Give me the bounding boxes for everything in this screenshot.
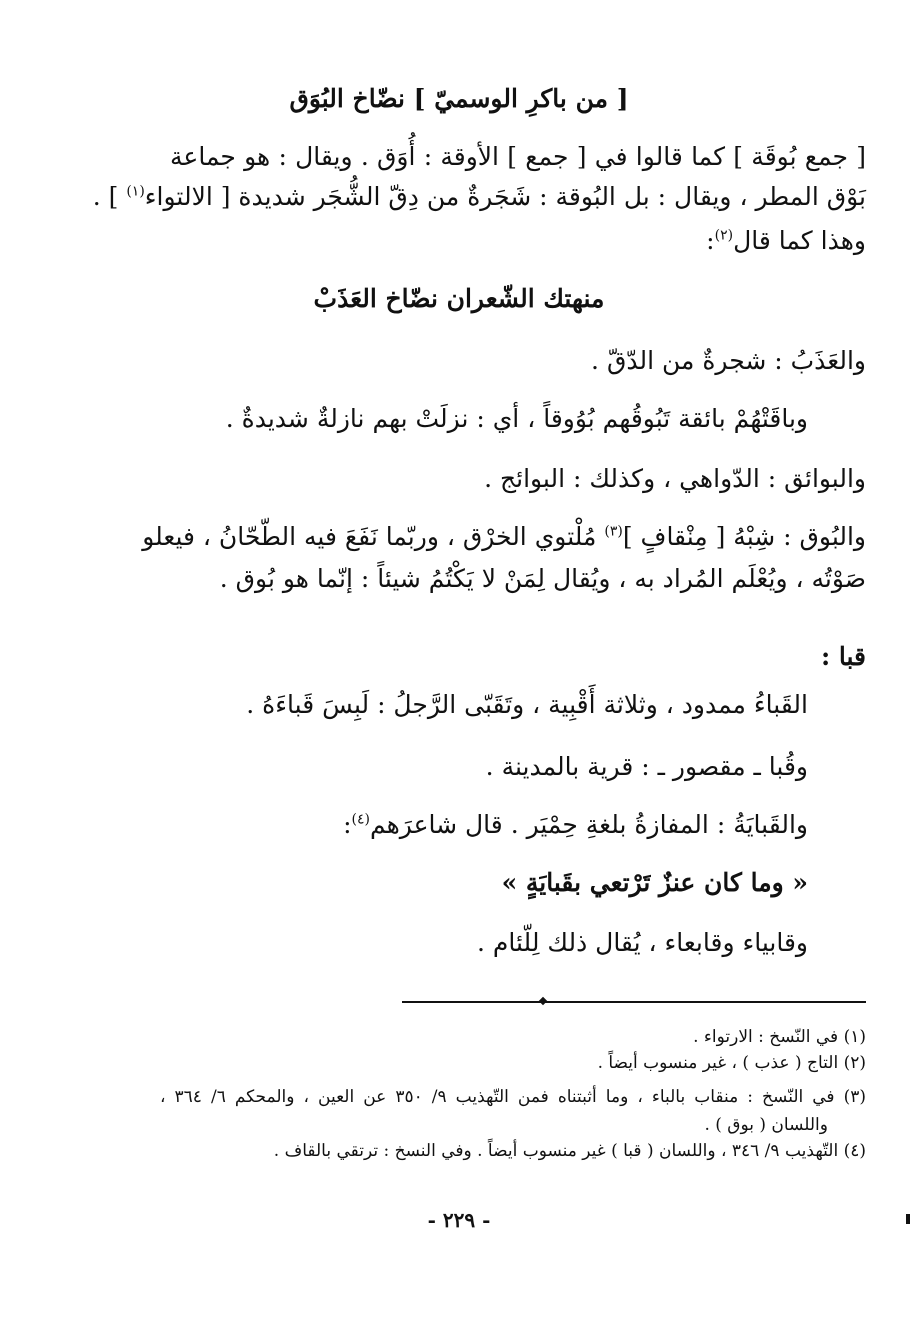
verse-text: [ من باكرِ الوسميّ ] نضّاخ البُوَق bbox=[289, 84, 629, 113]
scan-edge-mark bbox=[906, 1214, 910, 1224]
verse-heading-2 bbox=[0, 282, 918, 316]
paragraph-text: والعَذَبُ : شجرةٌ من الدّقّ . bbox=[591, 346, 866, 375]
paragraph-line bbox=[484, 462, 866, 496]
paragraph-line bbox=[706, 224, 866, 258]
paragraph-line bbox=[142, 520, 866, 554]
paragraph-text: وباقَتْهُمْ بائقة تَبُوقُهم بُوُوقاً ، أي : نزلَتْ بهم نازلةٌ شديدةٌ . bbox=[225, 404, 808, 433]
paragraph-text: : bbox=[343, 810, 352, 839]
paragraph-text: وقابياء وقابعاء ، يُقال ذلك لِلّئام . bbox=[477, 928, 808, 957]
footnote-3: (٣) في النّسخ : منقاب بالباء ، وما أثبتناه فمن التّهذيب ٩/ ٣٥٠ عن العين ، والمحكم ٦/ ٣٦٤ ، bbox=[160, 1087, 866, 1107]
footnote-ref-2: (٢) bbox=[714, 227, 734, 244]
paragraph-text: وهذا كما قال bbox=[733, 226, 866, 255]
footnote-ref-3: (٣) bbox=[604, 523, 623, 540]
footnote-2: (٢) التاج ( عذب ) ، غير منسوب أيضاً . bbox=[597, 1053, 866, 1073]
footnote-1: (١) في النّسخ : الارتواء . bbox=[693, 1027, 866, 1047]
paragraph-text: : bbox=[706, 226, 715, 255]
footnote-ref-1: (١) bbox=[126, 183, 145, 200]
verse-text: « وما كان عنزٌ تَرْتعي بقَبايَةٍ » bbox=[501, 868, 808, 897]
paragraph-line bbox=[486, 750, 808, 784]
verse-text: منهتك الشّعران نضّاخ العَذَبْ bbox=[313, 284, 605, 313]
entry-heading-text: قبا : bbox=[820, 642, 866, 671]
paragraph-text: والبُوق : شِبْهُ [ مِنْقافٍ ] bbox=[622, 522, 866, 551]
paragraph-line bbox=[226, 402, 808, 436]
paragraph-text: بَوْق المطر ، ويقال : بل البُوقة : شَجَرةٌ من دِقّ الشُّجَر شديدة [ الالتواء bbox=[144, 182, 866, 211]
paragraph-line bbox=[220, 562, 866, 596]
paragraph-line bbox=[170, 140, 866, 174]
entry-heading bbox=[821, 640, 866, 674]
footnote-3-continued: واللسان ( بوق ) . bbox=[704, 1115, 828, 1135]
footnote-separator bbox=[402, 1001, 866, 1003]
footnote-4: (٤) التّهذيب ٩/ ٣٤٦ ، واللسان ( قبا ) غير منسوب أيضاً . وفي النسخ : ترتقي بالقاف . bbox=[273, 1141, 866, 1161]
paragraph-text: والقَبايَةُ : المفازةُ بلغةِ حِمْيَر . قال شاعرَهم bbox=[369, 810, 808, 839]
paragraph-text: وقُبا ـ مقصور ـ : قرية بالمدينة . bbox=[485, 752, 808, 781]
paragraph-line bbox=[591, 344, 866, 378]
paragraph-text: القَباءُ ممدود ، وثلاثة أَقْبِية ، وتَقَبّى الرَّجلُ : لَبِسَ قَباءَهُ . bbox=[246, 690, 808, 719]
footnote-ref-4: (٤) bbox=[351, 811, 370, 828]
paragraph-line bbox=[343, 808, 808, 842]
paragraph-line bbox=[246, 688, 808, 722]
separator-ornament bbox=[539, 997, 547, 1005]
paragraph-text: صَوْتُه ، ويُعْلَم المُراد به ، ويُقال لِمَنْ لا يَكْتُمُ شيئاً : إنّما هو بُوق . bbox=[219, 564, 866, 593]
paragraph-line bbox=[477, 926, 808, 960]
paragraph-text: ] . bbox=[92, 182, 119, 211]
paragraph-text: [ جمع بُوقَة ] كما قالوا في [ جمع ] الأوقة : أُوَق . ويقال : هو جماعة bbox=[170, 142, 866, 171]
verse-heading-1 bbox=[0, 82, 918, 116]
paragraph-text: والبوائق : الدّواهي ، وكذلك : البوائج . bbox=[484, 464, 866, 493]
page-number: - ٢٢٩ - bbox=[427, 1208, 491, 1232]
quoted-verse bbox=[502, 866, 808, 900]
paragraph-text: مُلْتوي الخرْق ، وربّما نَفَعَ فيه الطّحّانُ ، فيعلو bbox=[142, 522, 597, 551]
paragraph-line bbox=[93, 180, 866, 214]
